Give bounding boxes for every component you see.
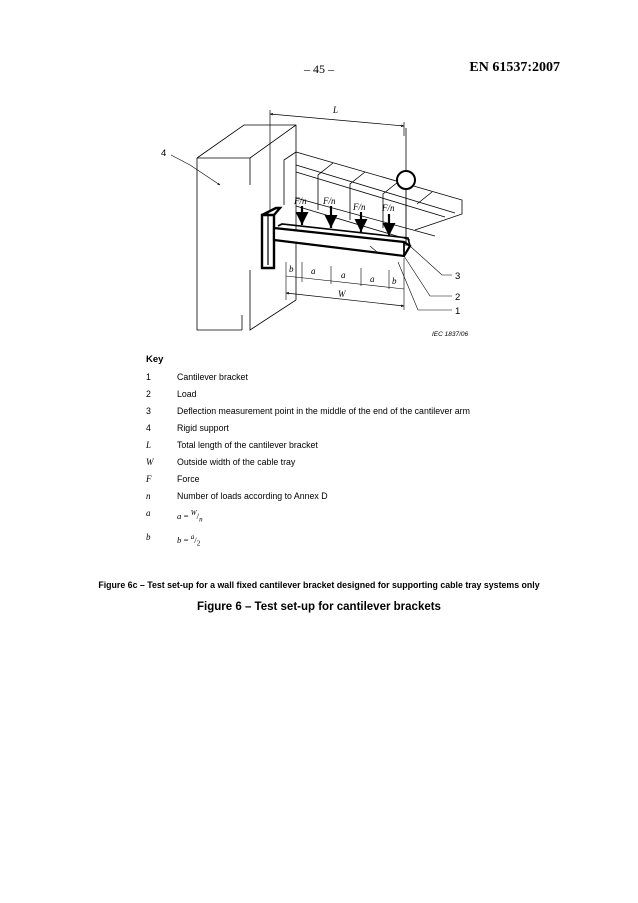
key-description: Number of loads according to Annex D bbox=[177, 491, 328, 501]
key-row bbox=[146, 423, 506, 440]
key-row bbox=[146, 389, 506, 406]
callout-1: 1 bbox=[455, 306, 461, 317]
key-row bbox=[146, 406, 506, 423]
key-description: Rigid support bbox=[177, 423, 229, 433]
label-b-2: b bbox=[392, 276, 397, 286]
rigid-support bbox=[197, 125, 296, 330]
key-description: Force bbox=[177, 474, 200, 484]
load-weight bbox=[397, 128, 415, 246]
key-row bbox=[146, 372, 506, 389]
formula-var: b bbox=[177, 534, 182, 545]
cantilever-bracket bbox=[262, 208, 410, 268]
key-row bbox=[146, 532, 506, 556]
force-label-1: F/n bbox=[294, 196, 307, 206]
figure-sub-caption: Figure 6c – Test set-up for a wall fixed cantilever bracket designed for supporting cable tray systems only bbox=[98, 580, 540, 590]
label-a-1: a bbox=[311, 266, 316, 276]
key-symbol: W bbox=[146, 457, 154, 467]
key-description: Outside width of the cable tray bbox=[177, 457, 296, 467]
key-symbol: 2 bbox=[146, 389, 151, 399]
dimension-a-b bbox=[286, 258, 404, 310]
callout-3: 3 bbox=[455, 271, 461, 282]
formula-num: W bbox=[190, 509, 197, 517]
label-b-1: b bbox=[289, 264, 294, 274]
formula-den: n bbox=[199, 515, 203, 524]
key-symbol: 1 bbox=[146, 372, 151, 382]
key-symbol: b bbox=[146, 531, 151, 542]
key-description: Deflection measurement point in the middle of the end of the cantilever arm bbox=[177, 406, 470, 416]
label-a-3: a bbox=[370, 274, 375, 284]
key-row bbox=[146, 474, 506, 491]
key-description: Cantilever bracket bbox=[177, 372, 248, 382]
formula-eq: = bbox=[181, 510, 191, 521]
standard-number: EN 61537:2007 bbox=[469, 60, 560, 75]
formula-eq: = bbox=[181, 534, 191, 545]
label-a-2: a bbox=[341, 270, 346, 280]
label-L: L bbox=[333, 105, 339, 115]
key-row bbox=[146, 457, 506, 474]
iec-reference: IEC 1837/06 bbox=[432, 331, 469, 338]
page-number: – 45 – bbox=[304, 62, 334, 76]
formula-a: $a = ^W/_n$ bbox=[177, 509, 203, 524]
key-row bbox=[146, 491, 506, 508]
force-label-3: F/n bbox=[353, 202, 366, 212]
key-symbol: 4 bbox=[146, 423, 151, 433]
formula-var: a bbox=[177, 510, 182, 521]
formula-b: $b = ^a/_2$ bbox=[177, 532, 201, 548]
force-label-4: F/n bbox=[382, 203, 395, 213]
key-symbol: F bbox=[146, 474, 152, 484]
key-symbol: n bbox=[146, 491, 151, 501]
key-row bbox=[146, 440, 506, 457]
formula-num: a bbox=[190, 532, 195, 541]
key-symbol: L bbox=[146, 440, 152, 450]
force-label-2: F/n bbox=[323, 196, 336, 206]
key-description: Total length of the cantilever bracket bbox=[177, 440, 318, 450]
callout-4: 4 bbox=[161, 148, 167, 159]
key-table bbox=[146, 372, 506, 555]
figure-caption: Figure 6 – Test set-up for cantilever brackets bbox=[197, 601, 441, 613]
key-row bbox=[146, 508, 506, 532]
label-W: W bbox=[338, 289, 346, 299]
key-symbol: 3 bbox=[146, 406, 151, 416]
key-title: Key bbox=[146, 354, 164, 365]
callout-2: 2 bbox=[455, 292, 461, 303]
cantilever-test-figure bbox=[0, 0, 638, 350]
formula-den: 2 bbox=[196, 539, 201, 548]
key-description: Load bbox=[177, 389, 197, 399]
key-symbol: a bbox=[146, 508, 151, 518]
